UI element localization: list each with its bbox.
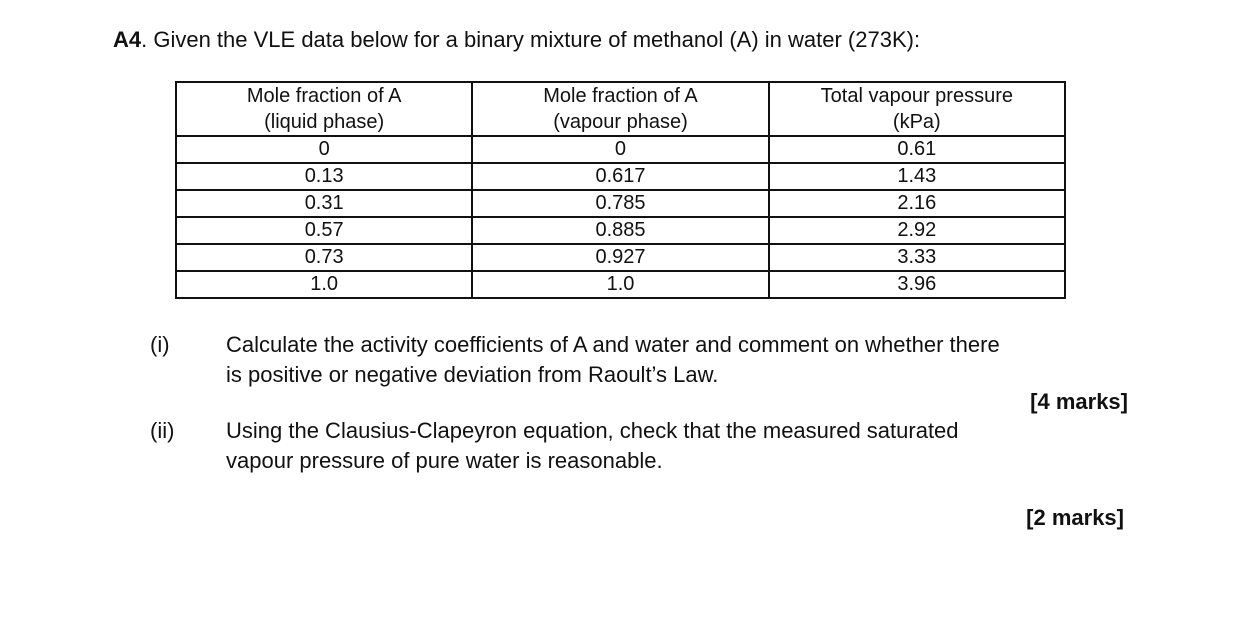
cell-liquid-fraction: 0.57 [176, 217, 472, 244]
part-label: (i) [150, 332, 170, 357]
table-row [176, 163, 1065, 190]
cell-vapour-fraction: 0.885 [472, 217, 768, 244]
table-row [176, 136, 1065, 163]
table-row [176, 190, 1065, 217]
question-number: A4 [113, 27, 142, 52]
cell-total-pressure: 0.61 [769, 136, 1065, 163]
marks-part-ii: [2 marks] [1026, 505, 1124, 530]
part-label: (ii) [150, 418, 175, 443]
table-row [176, 271, 1065, 298]
cell-liquid-fraction: 0.73 [176, 244, 472, 271]
part-text: Using the Clausius-Clapeyron equation, check that the measured saturated vapour pressure of pure water is reasonable. [226, 418, 959, 473]
table-row [176, 244, 1065, 271]
cell-total-pressure: 3.96 [769, 271, 1065, 298]
marks-part-i: [4 marks] [1030, 389, 1128, 414]
cell-liquid-fraction: 0.13 [176, 163, 472, 190]
cell-total-pressure: 2.92 [769, 217, 1065, 244]
cell-liquid-fraction: 1.0 [176, 271, 472, 298]
table-header-row [176, 82, 1065, 136]
header-total-pressure: Total vapour pressure (kPa) [769, 82, 1065, 136]
part-text: Calculate the activity coefficients of A and water and comment on whether there is positive or negative deviation from Raoult’s Law. [226, 332, 1000, 387]
cell-total-pressure: 2.16 [769, 190, 1065, 217]
cell-liquid-fraction: 0 [176, 136, 472, 163]
cell-vapour-fraction: 0 [472, 136, 768, 163]
cell-liquid-fraction: 0.31 [176, 190, 472, 217]
cell-vapour-fraction: 1.0 [472, 271, 768, 298]
header-vapour-fraction: Mole fraction of A (vapour phase) [472, 82, 768, 136]
question-text: . Given the VLE data below for a binary mixture of methanol (A) in water (273K): [141, 27, 921, 52]
cell-vapour-fraction: 0.927 [472, 244, 768, 271]
cell-total-pressure: 1.43 [769, 163, 1065, 190]
cell-total-pressure: 3.33 [769, 244, 1065, 271]
header-liquid-fraction: Mole fraction of A (liquid phase) [176, 82, 472, 136]
vle-data-table [175, 81, 1066, 299]
question-heading [113, 25, 920, 55]
cell-vapour-fraction: 0.617 [472, 163, 768, 190]
table-row [176, 217, 1065, 244]
cell-vapour-fraction: 0.785 [472, 190, 768, 217]
